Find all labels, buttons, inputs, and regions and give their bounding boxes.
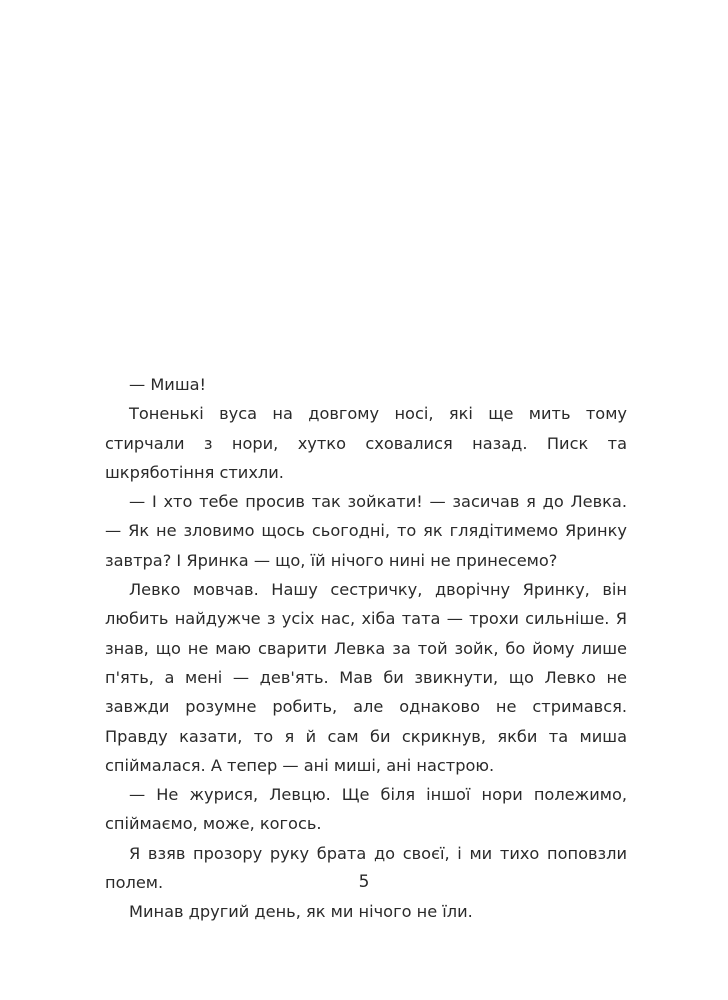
paragraph-1: — Миша! xyxy=(129,375,207,394)
paragraph-6: Я взяв прозору руку брата до своєї, і ми тихо поповзли полем. xyxy=(105,843,627,893)
paragraph-7: Минав другий день, як ми нічого не їли. xyxy=(129,902,473,922)
paragraph-4: Левко мовчав. Нашу сестричку, дворічну Яринку, він любить найдужче з усіх нас, хіба тата — трохи сильніше. Я знав, що не маю сварити Левка за той зойк, бо йому лише п'ять, а мені — дев'ять. Мав би звикнути, що Левко не завжди розумне робить, але однаково не стримався. Правду казати, то я й сам би скрикнув, якби та миша спіймалася. А тепер — ані миші, ані настрою. xyxy=(105,580,627,775)
paragraph-5: — Не журися, Левцю. Ще біля іншої нори полежимо, спіймаємо, може, когось. xyxy=(105,785,627,834)
body-text xyxy=(105,370,627,927)
paragraph-2: Тоненькі вуса на довгому носі, які ще мить тому стирчали з нори, хутко сховалися назад. Писк та шкряботіння стихли. xyxy=(105,404,627,482)
paragraph-3: — І хто тебе просив так зойкати! — засичав я до Левка. — Як не зловимо щось сьогодні, то як глядітимемо Яринку завтра? І Яринка — що, їй нічого нині не принесемо? xyxy=(105,492,627,570)
page-number: 5 xyxy=(358,872,370,892)
